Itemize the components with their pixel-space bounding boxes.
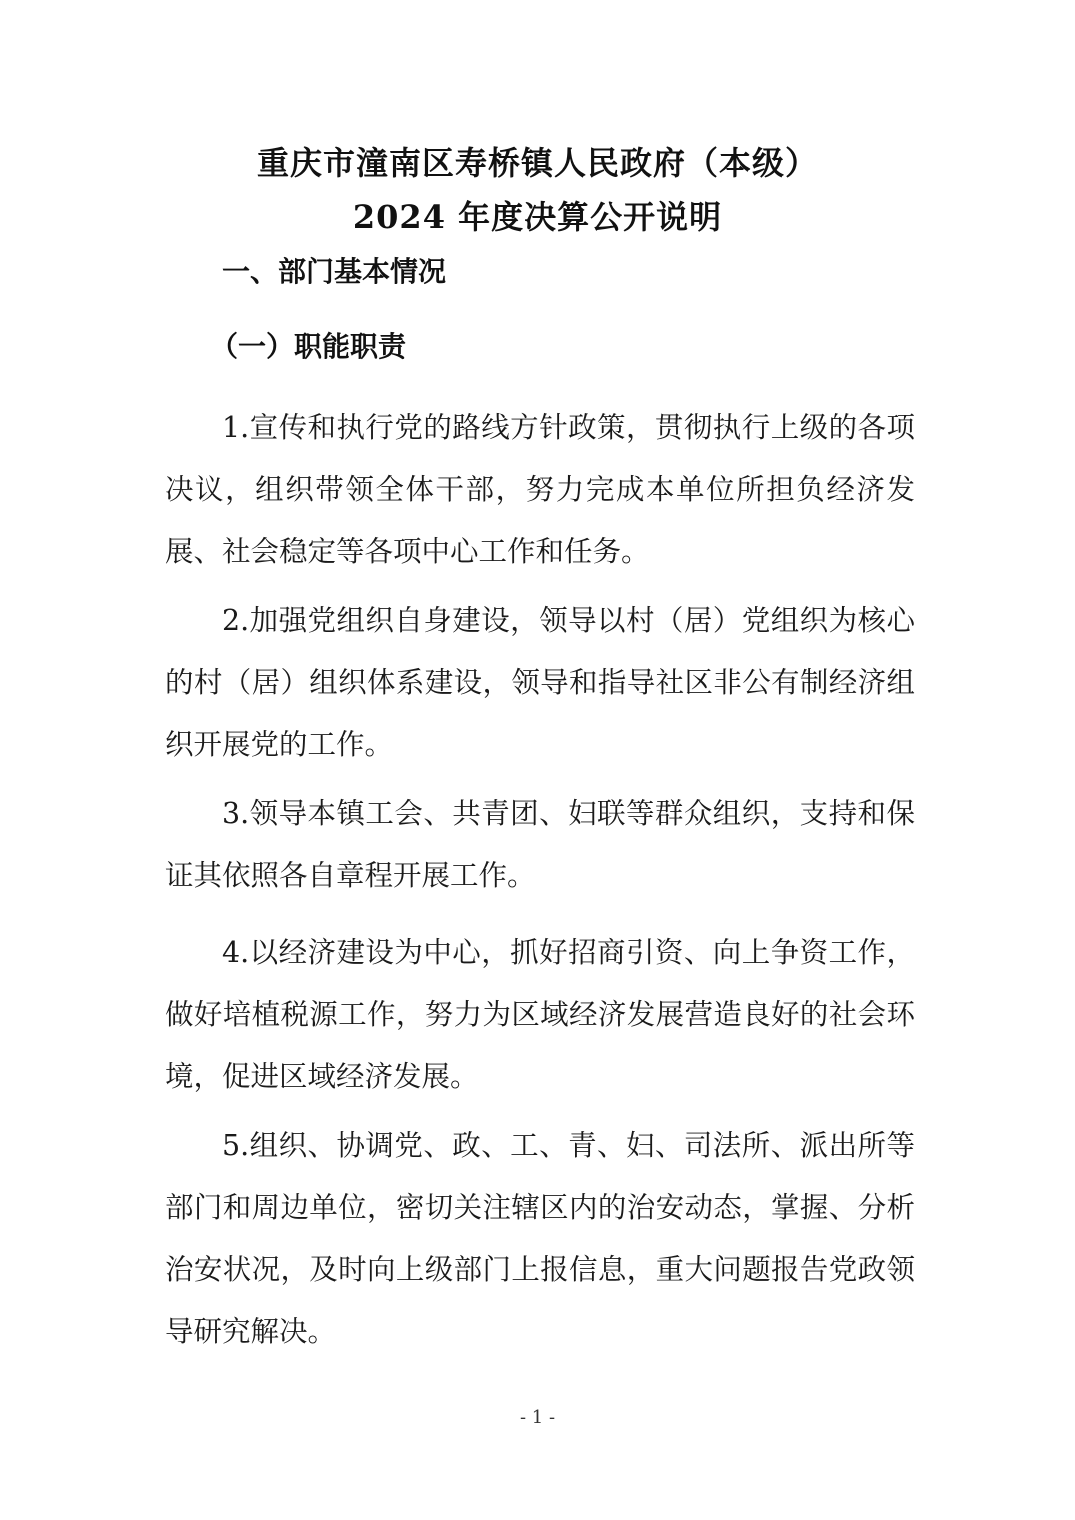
paragraph-2: 2.加强党组织自身建设，领导以村（居）党组织为核心的村（居）组织体系建设，领导和指导社区非公有制经济组织开展党的工作。	[165, 604, 915, 761]
paragraph-3: 3.领导本镇工会、共青团、妇联等群众组织，支持和保证其依照各自章程开展工作。	[165, 797, 915, 892]
paragraph-1: 1.宣传和执行党的路线方针政策，贯彻执行上级的各项决议，组织带领全体干部，努力完成本单位所担负经济发展、社会稳定等各项中心工作和任务。	[165, 411, 915, 568]
subsection-heading: （一）职能职责	[210, 330, 407, 363]
section-heading: 一、部门基本情况	[222, 255, 447, 288]
paragraph-4: 4.以经济建设为中心，抓好招商引资、向上争资工作，做好培植税源工作，努力为区域经济发展营造良好的社会环境，促进区域经济发展。	[165, 936, 915, 1093]
page-number: - 1 -	[519, 1407, 556, 1428]
paragraph-5: 5.组织、协调党、政、工、青、妇、司法所、派出所等部门和周边单位，密切关注辖区内的治安动态，掌握、分析治安状况，及时向上级部门上报信息，重大问题报告党政领导研究解决。	[165, 1129, 915, 1348]
document-title-line1: 重庆市潼南区寿桥镇人民政府（本级）	[256, 144, 818, 182]
document-title-line2: 2024 年度决算公开说明	[352, 198, 723, 236]
